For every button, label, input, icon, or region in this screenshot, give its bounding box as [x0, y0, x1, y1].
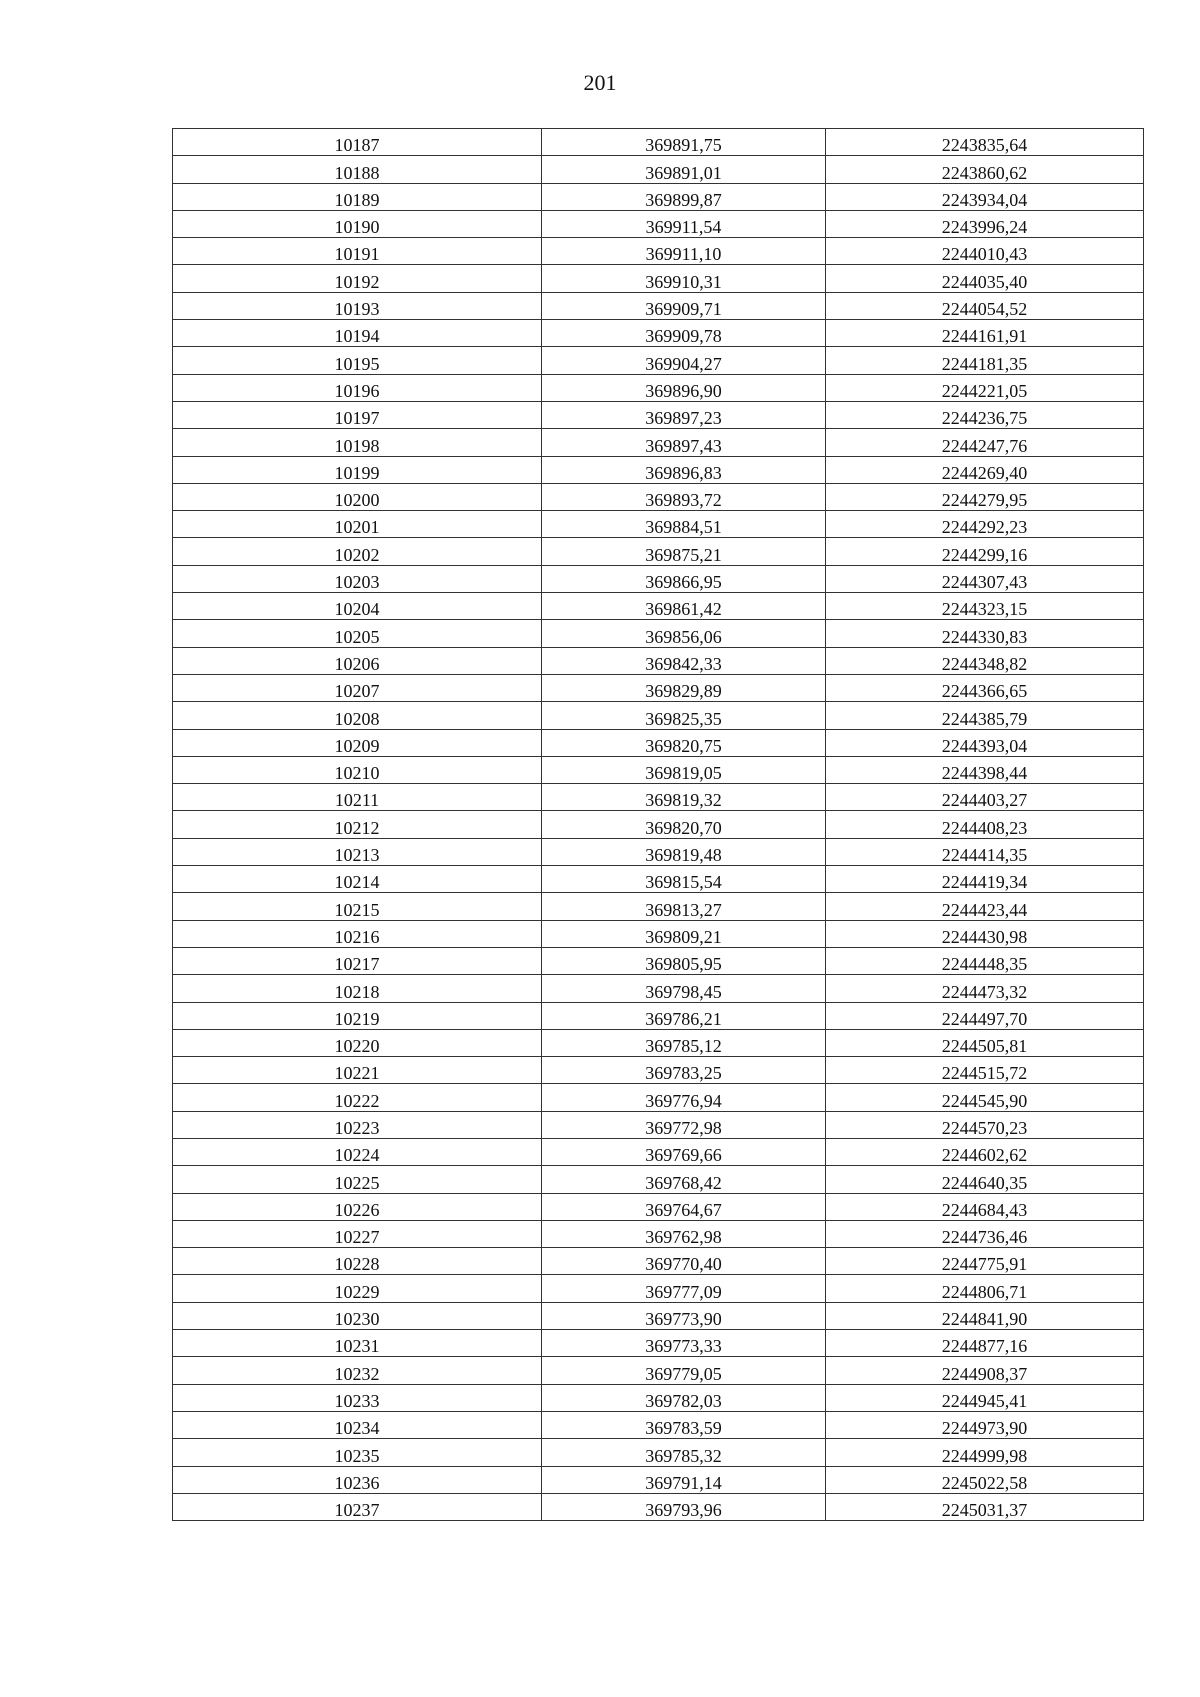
y-coordinate-cell: 2244035,40 [826, 265, 1144, 292]
table-row [173, 538, 1144, 565]
point-number-cell: 10200 [173, 483, 542, 510]
table-row [173, 620, 1144, 647]
table-row [173, 374, 1144, 401]
table-row [173, 1166, 1144, 1193]
y-coordinate-cell: 2244806,71 [826, 1275, 1144, 1302]
y-coordinate-cell: 2244292,23 [826, 511, 1144, 538]
table-row [173, 866, 1144, 893]
table-row [173, 156, 1144, 183]
point-number-cell: 10216 [173, 920, 542, 947]
y-coordinate-cell: 2244247,76 [826, 429, 1144, 456]
y-coordinate-cell: 2244419,34 [826, 866, 1144, 893]
y-coordinate-cell: 2243860,62 [826, 156, 1144, 183]
point-number-cell: 10201 [173, 511, 542, 538]
table-row [173, 1275, 1144, 1302]
y-coordinate-cell: 2244570,23 [826, 1111, 1144, 1138]
point-number-cell: 10206 [173, 647, 542, 674]
y-coordinate-cell: 2244366,65 [826, 674, 1144, 701]
table-row [173, 1384, 1144, 1411]
x-coordinate-cell: 369777,09 [542, 1275, 826, 1302]
y-coordinate-cell: 2244161,91 [826, 320, 1144, 347]
y-coordinate-cell: 2244497,70 [826, 1002, 1144, 1029]
table-row [173, 756, 1144, 783]
y-coordinate-cell: 2244602,62 [826, 1138, 1144, 1165]
point-number-cell: 10199 [173, 456, 542, 483]
table-row [173, 401, 1144, 428]
table-row [173, 893, 1144, 920]
x-coordinate-cell: 369842,33 [542, 647, 826, 674]
point-number-cell: 10198 [173, 429, 542, 456]
x-coordinate-cell: 369884,51 [542, 511, 826, 538]
y-coordinate-cell: 2243996,24 [826, 210, 1144, 237]
point-number-cell: 10191 [173, 238, 542, 265]
x-coordinate-cell: 369769,66 [542, 1138, 826, 1165]
point-number-cell: 10230 [173, 1302, 542, 1329]
point-number-cell: 10207 [173, 674, 542, 701]
point-number-cell: 10220 [173, 1029, 542, 1056]
y-coordinate-cell: 2244414,35 [826, 838, 1144, 865]
point-number-cell: 10232 [173, 1357, 542, 1384]
y-coordinate-cell: 2244299,16 [826, 538, 1144, 565]
table-row [173, 1057, 1144, 1084]
x-coordinate-cell: 369899,87 [542, 183, 826, 210]
x-coordinate-cell: 369793,96 [542, 1493, 826, 1520]
x-coordinate-cell: 369829,89 [542, 674, 826, 701]
point-number-cell: 10197 [173, 401, 542, 428]
point-number-cell: 10234 [173, 1411, 542, 1438]
coordinates-table [172, 128, 1144, 1521]
table-row [173, 238, 1144, 265]
point-number-cell: 10237 [173, 1493, 542, 1520]
table-row [173, 320, 1144, 347]
y-coordinate-cell: 2243835,64 [826, 129, 1144, 156]
y-coordinate-cell: 2244408,23 [826, 811, 1144, 838]
x-coordinate-cell: 369773,33 [542, 1330, 826, 1357]
x-coordinate-cell: 369911,54 [542, 210, 826, 237]
point-number-cell: 10205 [173, 620, 542, 647]
point-number-cell: 10213 [173, 838, 542, 865]
x-coordinate-cell: 369861,42 [542, 593, 826, 620]
table-row [173, 838, 1144, 865]
point-number-cell: 10190 [173, 210, 542, 237]
table-row [173, 292, 1144, 319]
point-number-cell: 10229 [173, 1275, 542, 1302]
point-number-cell: 10231 [173, 1330, 542, 1357]
y-coordinate-cell: 2244999,98 [826, 1439, 1144, 1466]
table-row [173, 702, 1144, 729]
y-coordinate-cell: 2244279,95 [826, 483, 1144, 510]
table-row [173, 265, 1144, 292]
y-coordinate-cell: 2244423,44 [826, 893, 1144, 920]
point-number-cell: 10215 [173, 893, 542, 920]
x-coordinate-cell: 369815,54 [542, 866, 826, 893]
table-row [173, 1084, 1144, 1111]
point-number-cell: 10203 [173, 565, 542, 592]
x-coordinate-cell: 369783,59 [542, 1411, 826, 1438]
y-coordinate-cell: 2244348,82 [826, 647, 1144, 674]
table-row [173, 1029, 1144, 1056]
point-number-cell: 10208 [173, 702, 542, 729]
x-coordinate-cell: 369813,27 [542, 893, 826, 920]
x-coordinate-cell: 369825,35 [542, 702, 826, 729]
table-row [173, 1302, 1144, 1329]
y-coordinate-cell: 2244877,16 [826, 1330, 1144, 1357]
y-coordinate-cell: 2244236,75 [826, 401, 1144, 428]
y-coordinate-cell: 2244640,35 [826, 1166, 1144, 1193]
x-coordinate-cell: 369764,67 [542, 1193, 826, 1220]
x-coordinate-cell: 369770,40 [542, 1248, 826, 1275]
table-row [173, 593, 1144, 620]
y-coordinate-cell: 2244684,43 [826, 1193, 1144, 1220]
x-coordinate-cell: 369875,21 [542, 538, 826, 565]
y-coordinate-cell: 2244307,43 [826, 565, 1144, 592]
x-coordinate-cell: 369762,98 [542, 1220, 826, 1247]
table-row [173, 456, 1144, 483]
table-row [173, 1466, 1144, 1493]
point-number-cell: 10221 [173, 1057, 542, 1084]
x-coordinate-cell: 369909,78 [542, 320, 826, 347]
x-coordinate-cell: 369785,32 [542, 1439, 826, 1466]
table-row [173, 674, 1144, 701]
point-number-cell: 10222 [173, 1084, 542, 1111]
y-coordinate-cell: 2245031,37 [826, 1493, 1144, 1520]
table-row [173, 1193, 1144, 1220]
y-coordinate-cell: 2244448,35 [826, 947, 1144, 974]
point-number-cell: 10209 [173, 729, 542, 756]
y-coordinate-cell: 2244775,91 [826, 1248, 1144, 1275]
y-coordinate-cell: 2244515,72 [826, 1057, 1144, 1084]
x-coordinate-cell: 369809,21 [542, 920, 826, 947]
y-coordinate-cell: 2244398,44 [826, 756, 1144, 783]
table-row [173, 811, 1144, 838]
table-row [173, 210, 1144, 237]
table-row [173, 647, 1144, 674]
point-number-cell: 10236 [173, 1466, 542, 1493]
table-row [173, 784, 1144, 811]
table-row [173, 1220, 1144, 1247]
table-row [173, 975, 1144, 1002]
x-coordinate-cell: 369783,25 [542, 1057, 826, 1084]
x-coordinate-cell: 369819,05 [542, 756, 826, 783]
x-coordinate-cell: 369776,94 [542, 1084, 826, 1111]
point-number-cell: 10187 [173, 129, 542, 156]
table-row [173, 1357, 1144, 1384]
x-coordinate-cell: 369893,72 [542, 483, 826, 510]
y-coordinate-cell: 2244323,15 [826, 593, 1144, 620]
table-body [173, 129, 1144, 1521]
point-number-cell: 10195 [173, 347, 542, 374]
point-number-cell: 10235 [173, 1439, 542, 1466]
x-coordinate-cell: 369891,75 [542, 129, 826, 156]
point-number-cell: 10227 [173, 1220, 542, 1247]
table-row [173, 729, 1144, 756]
y-coordinate-cell: 2245022,58 [826, 1466, 1144, 1493]
x-coordinate-cell: 369782,03 [542, 1384, 826, 1411]
x-coordinate-cell: 369791,14 [542, 1466, 826, 1493]
table-row [173, 1330, 1144, 1357]
table-row [173, 1439, 1144, 1466]
y-coordinate-cell: 2244545,90 [826, 1084, 1144, 1111]
point-number-cell: 10188 [173, 156, 542, 183]
point-number-cell: 10228 [173, 1248, 542, 1275]
x-coordinate-cell: 369798,45 [542, 975, 826, 1002]
x-coordinate-cell: 369910,31 [542, 265, 826, 292]
y-coordinate-cell: 2244181,35 [826, 347, 1144, 374]
point-number-cell: 10218 [173, 975, 542, 1002]
point-number-cell: 10202 [173, 538, 542, 565]
table-row [173, 565, 1144, 592]
x-coordinate-cell: 369779,05 [542, 1357, 826, 1384]
x-coordinate-cell: 369772,98 [542, 1111, 826, 1138]
point-number-cell: 10224 [173, 1138, 542, 1165]
table-row [173, 1002, 1144, 1029]
x-coordinate-cell: 369819,32 [542, 784, 826, 811]
table-row [173, 183, 1144, 210]
point-number-cell: 10196 [173, 374, 542, 401]
x-coordinate-cell: 369768,42 [542, 1166, 826, 1193]
y-coordinate-cell: 2244736,46 [826, 1220, 1144, 1247]
table-row [173, 511, 1144, 538]
point-number-cell: 10214 [173, 866, 542, 893]
page-number: 201 [583, 70, 617, 95]
x-coordinate-cell: 369805,95 [542, 947, 826, 974]
x-coordinate-cell: 369866,95 [542, 565, 826, 592]
y-coordinate-cell: 2244841,90 [826, 1302, 1144, 1329]
y-coordinate-cell: 2244010,43 [826, 238, 1144, 265]
table-row [173, 1493, 1144, 1520]
point-number-cell: 10192 [173, 265, 542, 292]
y-coordinate-cell: 2243934,04 [826, 183, 1144, 210]
x-coordinate-cell: 369897,23 [542, 401, 826, 428]
point-number-cell: 10225 [173, 1166, 542, 1193]
x-coordinate-cell: 369896,90 [542, 374, 826, 401]
point-number-cell: 10212 [173, 811, 542, 838]
y-coordinate-cell: 2244403,27 [826, 784, 1144, 811]
table-row [173, 947, 1144, 974]
point-number-cell: 10193 [173, 292, 542, 319]
y-coordinate-cell: 2244054,52 [826, 292, 1144, 319]
point-number-cell: 10226 [173, 1193, 542, 1220]
x-coordinate-cell: 369911,10 [542, 238, 826, 265]
y-coordinate-cell: 2244430,98 [826, 920, 1144, 947]
x-coordinate-cell: 369820,70 [542, 811, 826, 838]
x-coordinate-cell: 369786,21 [542, 1002, 826, 1029]
point-number-cell: 10189 [173, 183, 542, 210]
table-row [173, 1138, 1144, 1165]
y-coordinate-cell: 2244330,83 [826, 620, 1144, 647]
x-coordinate-cell: 369896,83 [542, 456, 826, 483]
point-number-cell: 10194 [173, 320, 542, 347]
y-coordinate-cell: 2244945,41 [826, 1384, 1144, 1411]
table-row [173, 920, 1144, 947]
table-row [173, 129, 1144, 156]
table-row [173, 1111, 1144, 1138]
point-number-cell: 10233 [173, 1384, 542, 1411]
point-number-cell: 10211 [173, 784, 542, 811]
y-coordinate-cell: 2244221,05 [826, 374, 1144, 401]
point-number-cell: 10219 [173, 1002, 542, 1029]
table-row [173, 347, 1144, 374]
x-coordinate-cell: 369909,71 [542, 292, 826, 319]
y-coordinate-cell: 2244505,81 [826, 1029, 1144, 1056]
point-number-cell: 10217 [173, 947, 542, 974]
table-row [173, 1411, 1144, 1438]
x-coordinate-cell: 369891,01 [542, 156, 826, 183]
point-number-cell: 10204 [173, 593, 542, 620]
x-coordinate-cell: 369785,12 [542, 1029, 826, 1056]
y-coordinate-cell: 2244473,32 [826, 975, 1144, 1002]
x-coordinate-cell: 369773,90 [542, 1302, 826, 1329]
y-coordinate-cell: 2244393,04 [826, 729, 1144, 756]
y-coordinate-cell: 2244385,79 [826, 702, 1144, 729]
point-number-cell: 10223 [173, 1111, 542, 1138]
x-coordinate-cell: 369856,06 [542, 620, 826, 647]
y-coordinate-cell: 2244908,37 [826, 1357, 1144, 1384]
x-coordinate-cell: 369897,43 [542, 429, 826, 456]
x-coordinate-cell: 369819,48 [542, 838, 826, 865]
table-row [173, 429, 1144, 456]
table-row [173, 1248, 1144, 1275]
x-coordinate-cell: 369820,75 [542, 729, 826, 756]
table-row [173, 483, 1144, 510]
x-coordinate-cell: 369904,27 [542, 347, 826, 374]
y-coordinate-cell: 2244973,90 [826, 1411, 1144, 1438]
point-number-cell: 10210 [173, 756, 542, 783]
y-coordinate-cell: 2244269,40 [826, 456, 1144, 483]
